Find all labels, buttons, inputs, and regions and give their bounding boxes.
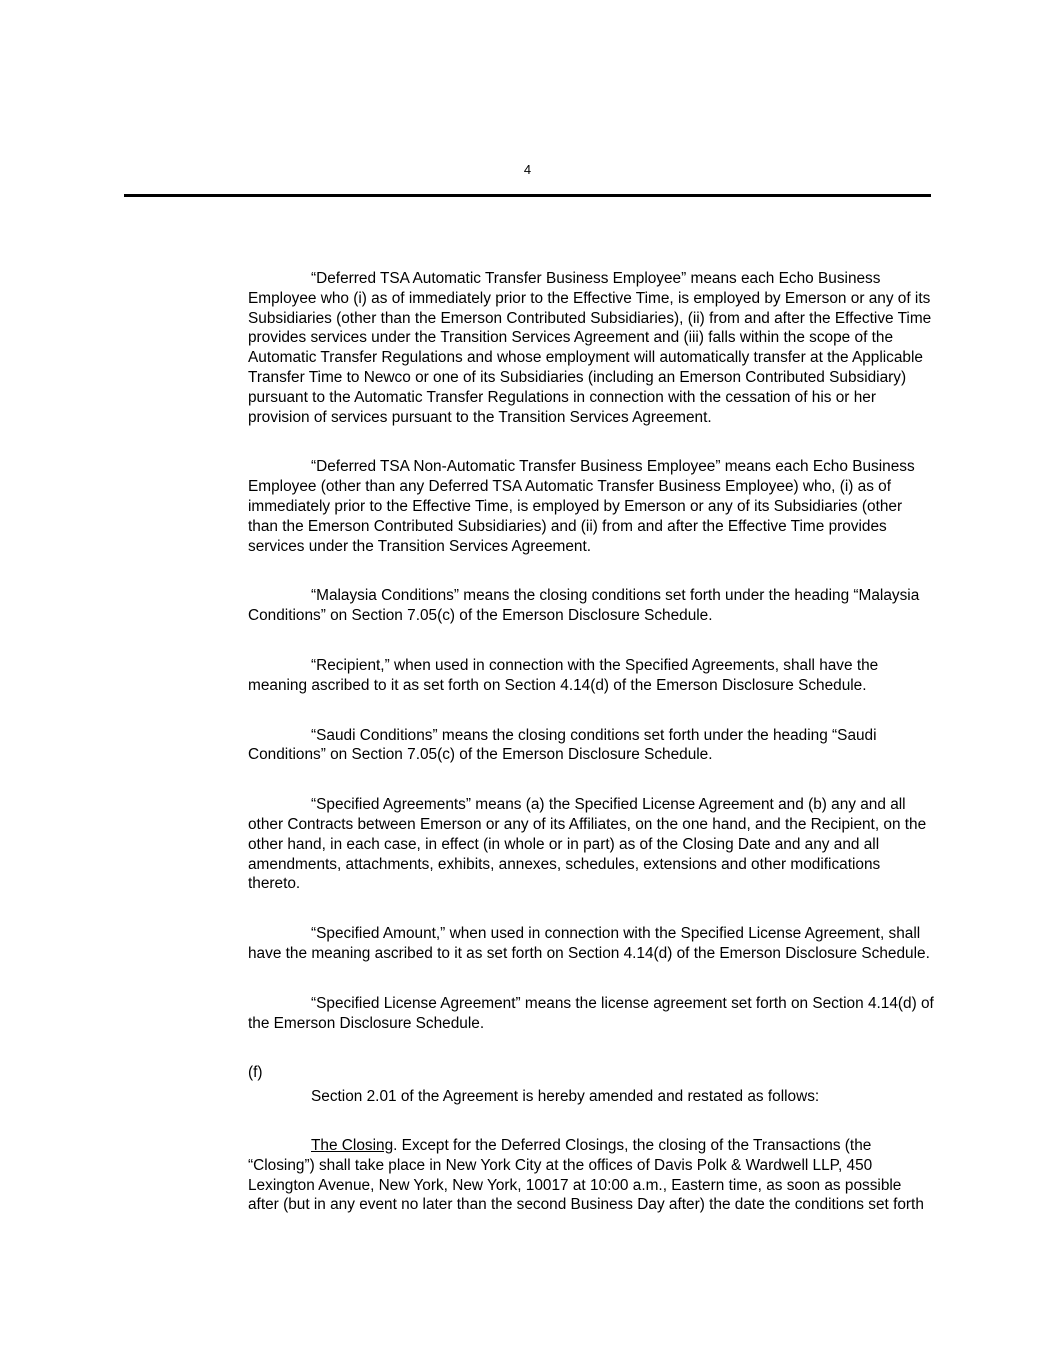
definition-paragraph [248, 586, 934, 626]
closing-heading: The Closing [311, 1136, 394, 1154]
defined-term: “Deferred TSA Non-Automatic Transfer Business Employee” [311, 458, 721, 476]
definition-paragraph [248, 924, 934, 964]
page-number: 4 [523, 162, 532, 177]
defined-term: “Specified Amount,” [311, 925, 446, 943]
definition-paragraph [248, 726, 934, 766]
header-rule [124, 194, 931, 197]
definition-text: means the license agreement set forth on Section 4.14(d) of the Emerson Disclosure Schedule. [248, 994, 934, 1032]
definition-paragraph [248, 795, 934, 894]
definition-paragraph [248, 994, 934, 1034]
defined-term: “Specified License Agreement” [311, 994, 521, 1012]
definition-text: means each Echo Business Employee who (i) as of immediately prior to the Effective Time, is employed by Emerson or any of its Subsidiaries (other than the Emerson Contributed Subsidiaries), (ii) from and after the Effective Time provides services under the Transition Services Agreement and (iii) falls within the scope of the Automatic Transfer Regulations and whose employment will automatically transfer at the Applicable Transfer Time to Newco or one of its Subsidiaries (including an Emerson Contributed Subsidiary) pursuant to the Automatic Transfer Regulations in connection with the cessation of his or her provision of services pursuant to the Transition Services Agreement. [248, 270, 932, 426]
definition-text: means each Echo Business Employee (other than any Deferred TSA Automatic Transfer Business Employee) who, (i) as of immediately prior to the Effective Time, is employed by Emerson or any of its Subsidiaries (other than the Emerson Contributed Subsidiaries) and (ii) from and after the Effective Time provides services under the Transition Services Agreement. [248, 458, 915, 555]
definition-text: means (a) the Specified License Agreement and (b) any and all other Contracts between Emerson or any of its Affiliates, on the one hand, and the Recipient, on the other hand, in each case, in effect (in whole or in part) as of the Closing Date and any and all amendments, attachments, exhibits, annexes, schedules, extensions and other modifications thereto. [248, 796, 927, 893]
definition-text: when used in connection with the Specified Agreements, shall have the meaning ascribed to it as set forth on Section 4.14(d) of the Emerson Disclosure Schedule. [248, 656, 879, 694]
closing-text: . Except for the Deferred Closings, the closing of the Transactions (the “Closing”) shall take place in New York City at the offices of Davis Polk & Wardwell LLP, 450 Lexington Avenue, New York, New York, 10017 at 10:00 a.m., Eastern time, as soon as possible after (but in any event no later than the second Business Day after) the date the conditions set forth [248, 1136, 924, 1214]
clause-intro: Section 2.01 of the Agreement is hereby amended and restated as follows: [311, 1088, 820, 1106]
definition-text: when used in connection with the Specified License Agreement, shall have the meaning ascribed to it as set forth on Section 4.14(d) of the Emerson Disclosure Schedule. [248, 925, 930, 962]
definition-text: means the closing conditions set forth under the heading “Saudi Conditions” on Section 7.05(c) of the Emerson Disclosure Schedule. [248, 726, 877, 764]
defined-term: “Recipient,” [311, 656, 390, 674]
defined-term: “Saudi Conditions” [311, 726, 438, 744]
definition-paragraph [248, 269, 934, 427]
definition-paragraph [248, 457, 934, 556]
definition-text: means the closing conditions set forth under the heading “Malaysia Conditions” on Section 7.05(c) of the Emerson Disclosure Schedule. [248, 587, 920, 625]
definition-paragraph [248, 656, 934, 696]
closing-paragraph [248, 1136, 934, 1215]
defined-term: “Specified Agreements” [311, 796, 471, 814]
clause-label: (f) [248, 1064, 263, 1082]
defined-term: “Malaysia Conditions” [311, 587, 459, 605]
defined-term: “Deferred TSA Automatic Transfer Business Employee” [311, 270, 687, 287]
document-body [248, 269, 934, 1245]
